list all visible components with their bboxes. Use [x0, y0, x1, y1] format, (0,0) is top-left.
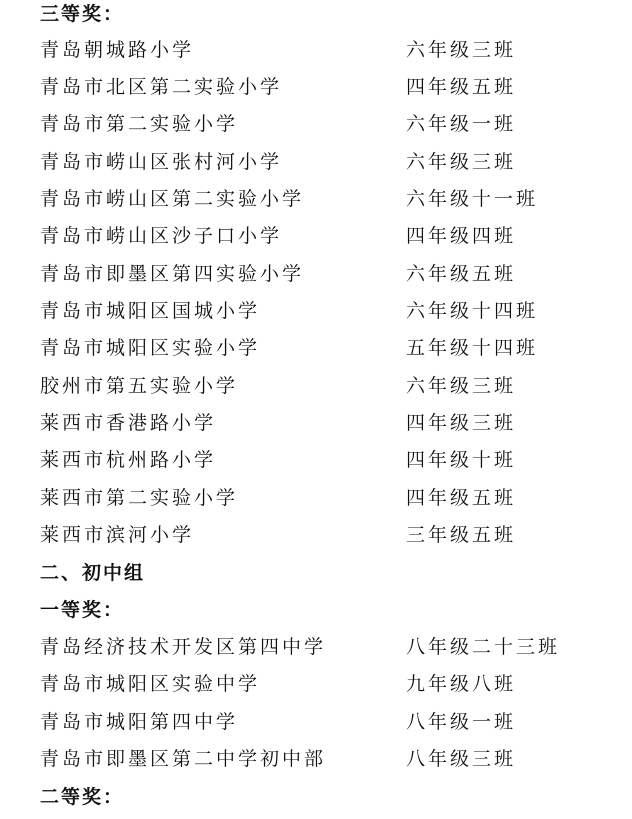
school-name: 青岛市城阳第四中学 [40, 711, 239, 733]
school-name: 莱西市杭州路小学 [40, 449, 217, 471]
class-name: 四年级三班 [406, 412, 517, 434]
class-name: 八年级二十三班 [406, 636, 561, 658]
school-name: 青岛市即墨区第四实验小学 [40, 263, 305, 285]
class-name: 四年级五班 [406, 76, 517, 98]
first-prize-heading: 一等奖： [40, 599, 125, 621]
table-row [40, 297, 620, 325]
school-name: 青岛市北区第二实验小学 [40, 76, 283, 98]
school-name: 青岛朝城路小学 [40, 39, 195, 61]
school-name: 青岛市城阳区实验中学 [40, 673, 261, 695]
class-name: 四年级十班 [406, 449, 517, 471]
class-name: 九年级八班 [406, 673, 517, 695]
table-row [40, 409, 620, 437]
table-row [40, 708, 620, 736]
junior-group-heading: 二、初中组 [40, 562, 146, 584]
table-row [40, 745, 620, 773]
class-name: 八年级一班 [406, 711, 517, 733]
table-row [40, 260, 620, 288]
school-name: 莱西市香港路小学 [40, 412, 217, 434]
class-name: 六年级一班 [406, 113, 517, 135]
table-row [40, 73, 620, 101]
class-name: 五年级十四班 [406, 337, 539, 359]
table-row [40, 185, 620, 213]
third-prize-heading: 三等奖： [40, 3, 125, 25]
school-name: 莱西市滨河小学 [40, 524, 195, 546]
class-name: 六年级五班 [406, 263, 517, 285]
class-name: 四年级五班 [406, 487, 517, 509]
school-name: 青岛市崂山区张村河小学 [40, 151, 283, 173]
class-name: 三年级五班 [406, 524, 517, 546]
class-name: 六年级十一班 [406, 188, 539, 210]
class-name: 六年级三班 [406, 151, 517, 173]
table-row [40, 670, 620, 698]
school-name: 青岛市即墨区第二中学初中部 [40, 748, 327, 770]
table-row [40, 521, 620, 549]
class-name: 六年级十四班 [406, 300, 539, 322]
class-name: 四年级四班 [406, 225, 517, 247]
school-name: 青岛市城阳区国城小学 [40, 300, 261, 322]
table-row [40, 110, 620, 138]
table-row [40, 372, 620, 400]
school-name: 青岛经济技术开发区第四中学 [40, 636, 327, 658]
class-name: 六年级三班 [406, 375, 517, 397]
school-name: 胶州市第五实验小学 [40, 375, 239, 397]
table-row [40, 334, 620, 362]
school-name: 莱西市第二实验小学 [40, 487, 239, 509]
school-name: 青岛市城阳区实验小学 [40, 337, 261, 359]
table-row [40, 222, 620, 250]
class-name: 六年级三班 [406, 39, 517, 61]
table-row [40, 36, 620, 64]
table-row [40, 633, 620, 661]
table-row [40, 484, 620, 512]
school-name: 青岛市崂山区第二实验小学 [40, 188, 305, 210]
second-prize-heading: 二等奖： [40, 786, 125, 808]
class-name: 八年级三班 [406, 748, 517, 770]
school-name: 青岛市崂山区沙子口小学 [40, 225, 283, 247]
table-row [40, 148, 620, 176]
school-name: 青岛市第二实验小学 [40, 113, 239, 135]
table-row [40, 446, 620, 474]
